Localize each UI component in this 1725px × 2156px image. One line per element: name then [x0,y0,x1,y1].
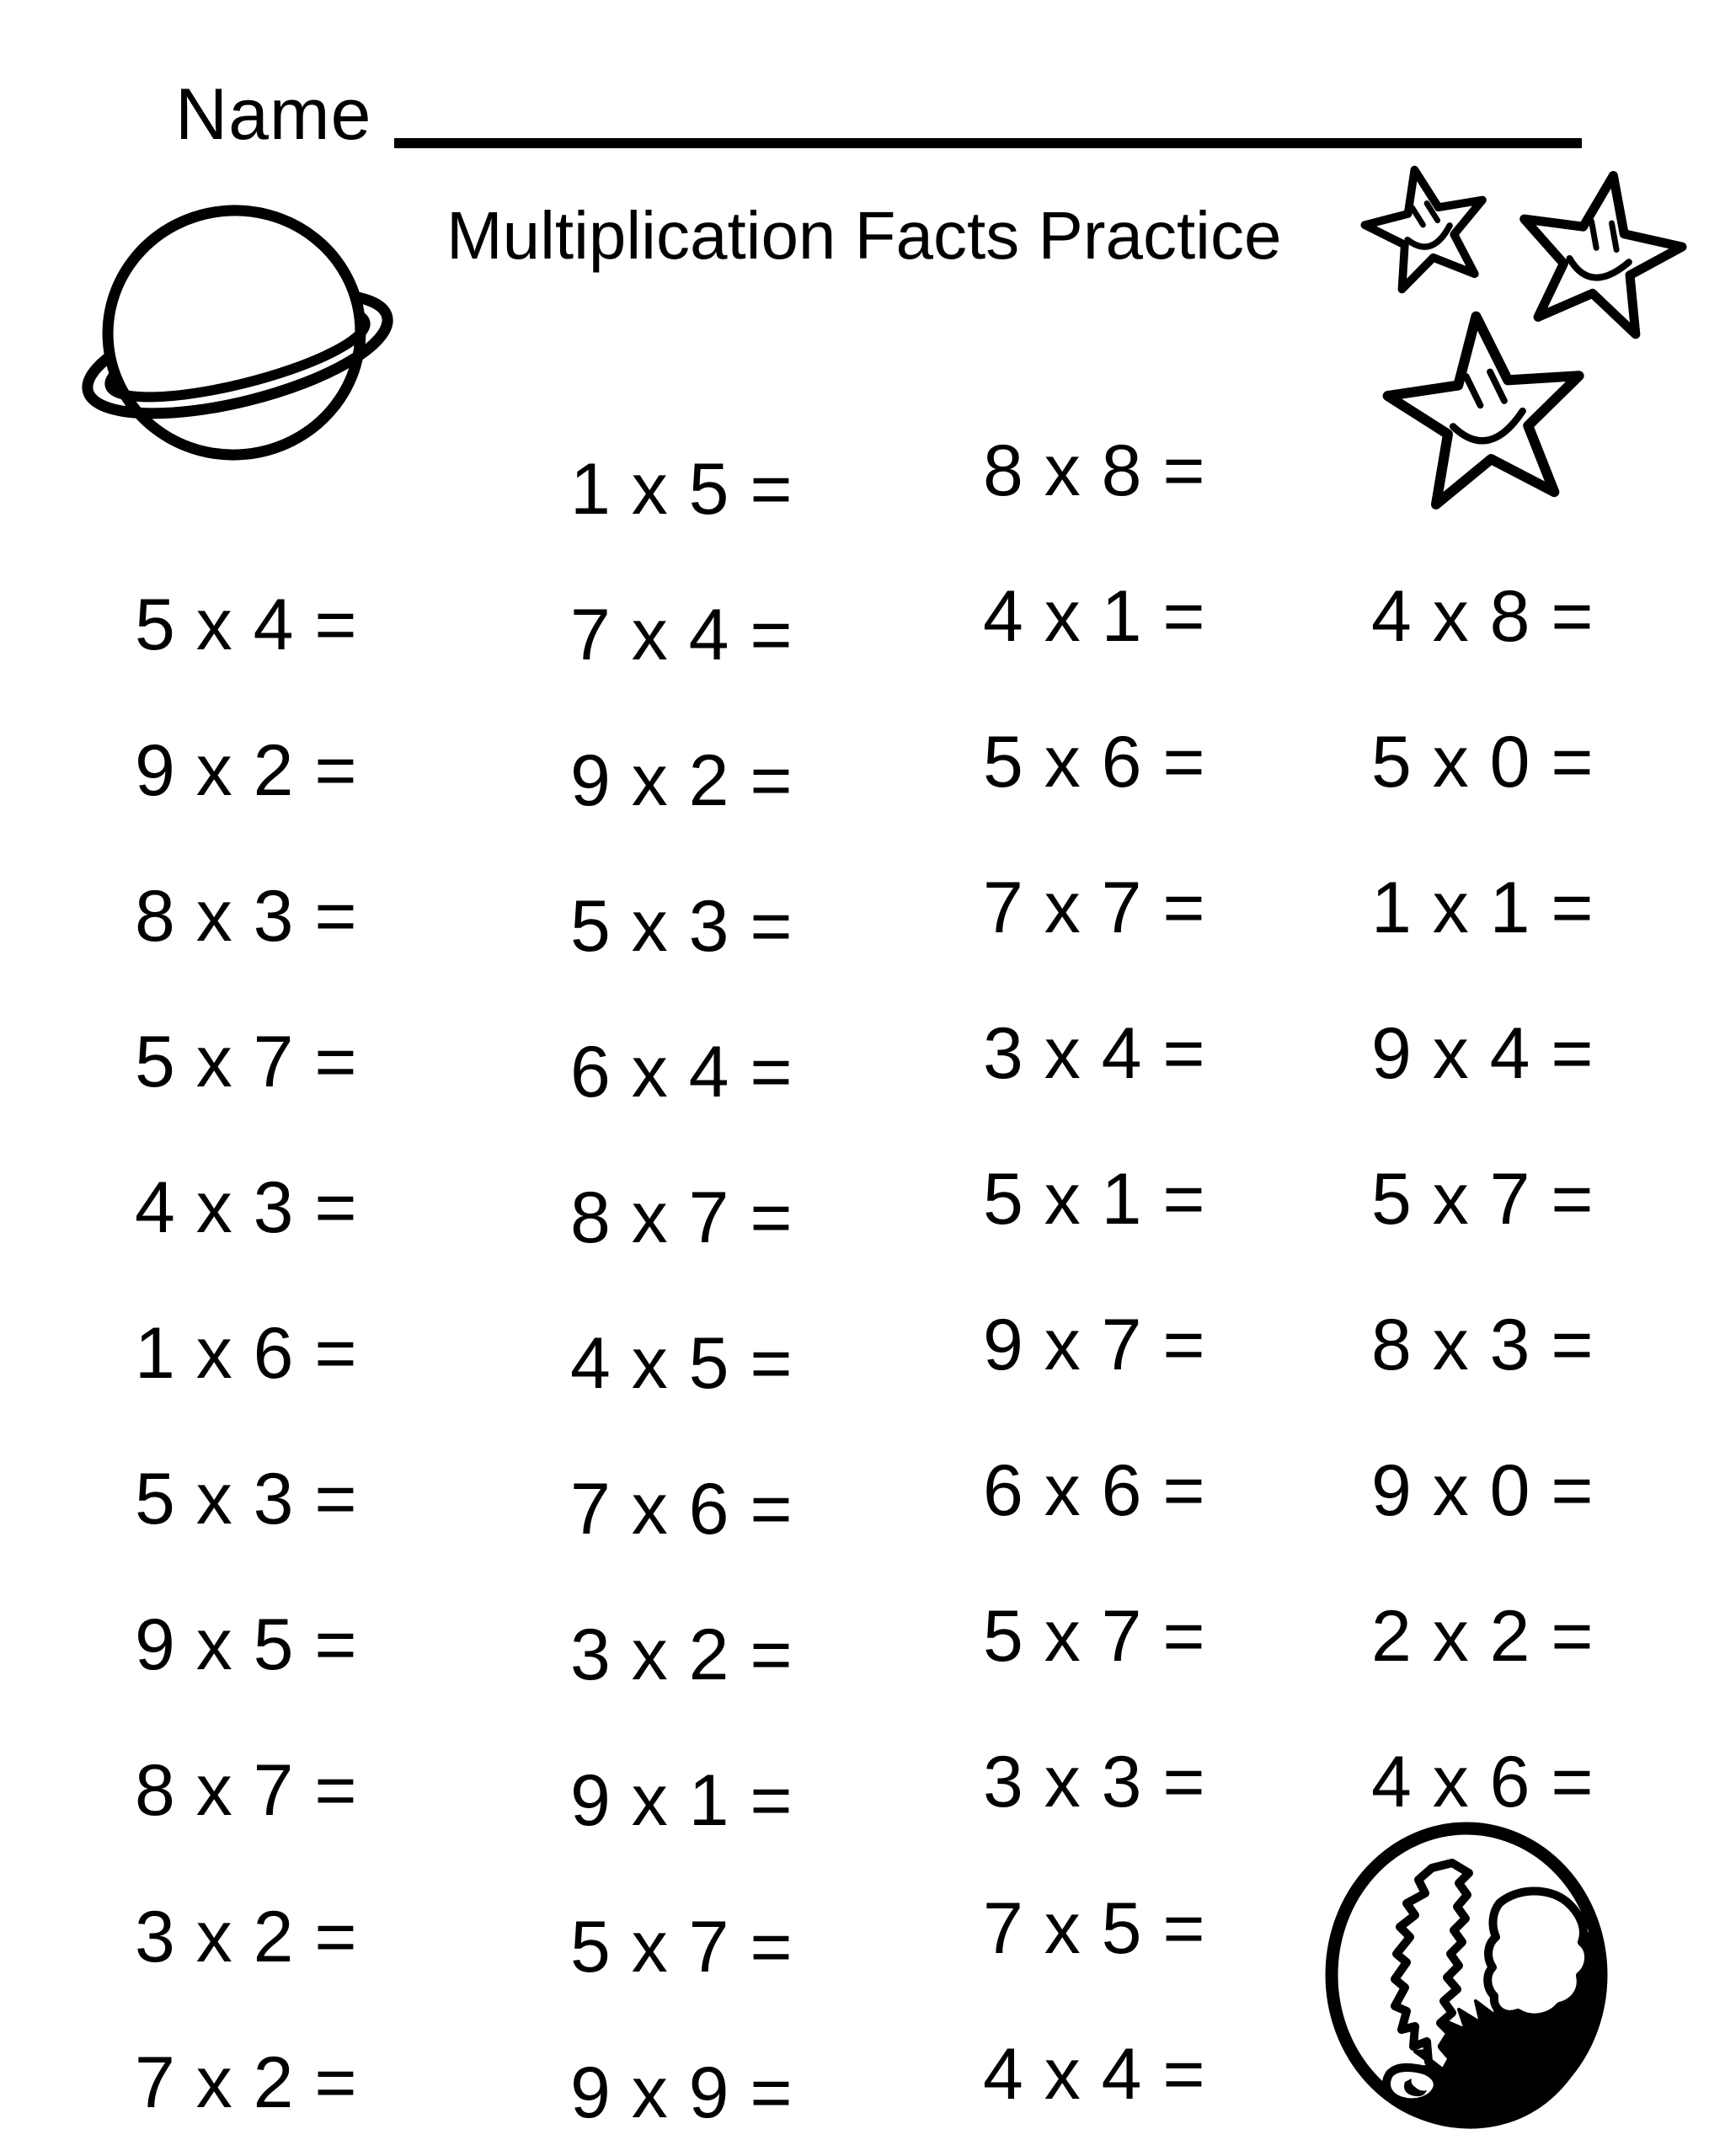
problem-cell: 3 x 3 = [983,1742,1206,1822]
problem-cell: 8 x 3 = [1371,1305,1594,1385]
problem-cell: 5 x 0 = [1371,722,1594,803]
planet-icon [76,195,400,486]
problem-cell: 4 x 3 = [135,1167,358,1248]
problem-cell: 5 x 4 = [135,584,358,665]
star-icon-large [1381,307,1591,509]
problem-cell: 9 x 9 = [570,2052,793,2133]
problem-cell: 4 x 1 = [983,576,1206,657]
problem-cell: 7 x 6 = [570,1469,793,1550]
problem-cell: 5 x 7 = [570,1907,793,1988]
name-label: Name [175,74,372,155]
problem-cell: 3 x 4 = [983,1013,1206,1094]
problem-cell: 5 x 6 = [983,722,1206,803]
earth-icon [1324,1821,1615,2141]
problem-cell: 7 x 7 = [983,867,1206,948]
stars-icon [1360,164,1697,522]
problem-cell: 9 x 5 = [135,1604,358,1685]
problem-cell: 9 x 0 = [1371,1450,1594,1531]
problem-cell: 9 x 4 = [1371,1013,1594,1094]
problem-cell: 5 x 7 = [1371,1159,1594,1240]
name-underline [394,138,1582,148]
problem-cell: 5 x 7 = [135,1022,358,1102]
problem-cell: 3 x 2 = [135,1897,358,1977]
problem-cell: 4 x 8 = [1371,576,1594,657]
problem-cell: 9 x 1 = [570,1760,793,1841]
problem-cell: 8 x 7 = [135,1750,358,1831]
problem-cell: 9 x 2 = [135,730,358,811]
problem-cell: 5 x 1 = [983,1159,1206,1240]
problem-cell: 1 x 5 = [570,449,793,530]
star-icon-medium [1508,164,1692,339]
problem-cell: 7 x 5 = [983,1888,1206,1969]
planet-body [96,198,373,467]
problem-cell: 7 x 2 = [135,2042,358,2123]
problem-cell: 4 x 6 = [1371,1742,1594,1822]
problem-cell: 8 x 3 = [135,876,358,957]
problem-cell: 8 x 8 = [983,430,1206,511]
star-icon-small [1360,164,1497,294]
problem-cell: 9 x 2 = [570,740,793,821]
problem-cell: 6 x 6 = [983,1450,1206,1531]
worksheet-title: Multiplication Facts Practice [446,198,1282,273]
problem-cell: 1 x 1 = [1371,867,1594,948]
problem-cell: 8 x 7 = [570,1177,793,1258]
problem-cell: 5 x 3 = [135,1459,358,1540]
problem-cell: 5 x 3 = [570,886,793,967]
problem-cell: 6 x 4 = [570,1032,793,1113]
problem-cell: 9 x 7 = [983,1305,1206,1385]
problem-cell: 7 x 4 = [570,595,793,675]
problem-cell: 4 x 5 = [570,1323,793,1404]
problem-cell: 1 x 6 = [135,1313,358,1394]
problem-cell: 4 x 4 = [983,2034,1206,2115]
problem-cell: 2 x 2 = [1371,1596,1594,1677]
problem-cell: 3 x 2 = [570,1614,793,1695]
earth-continent-right [1487,1891,1589,2017]
problem-cell: 5 x 7 = [983,1596,1206,1677]
